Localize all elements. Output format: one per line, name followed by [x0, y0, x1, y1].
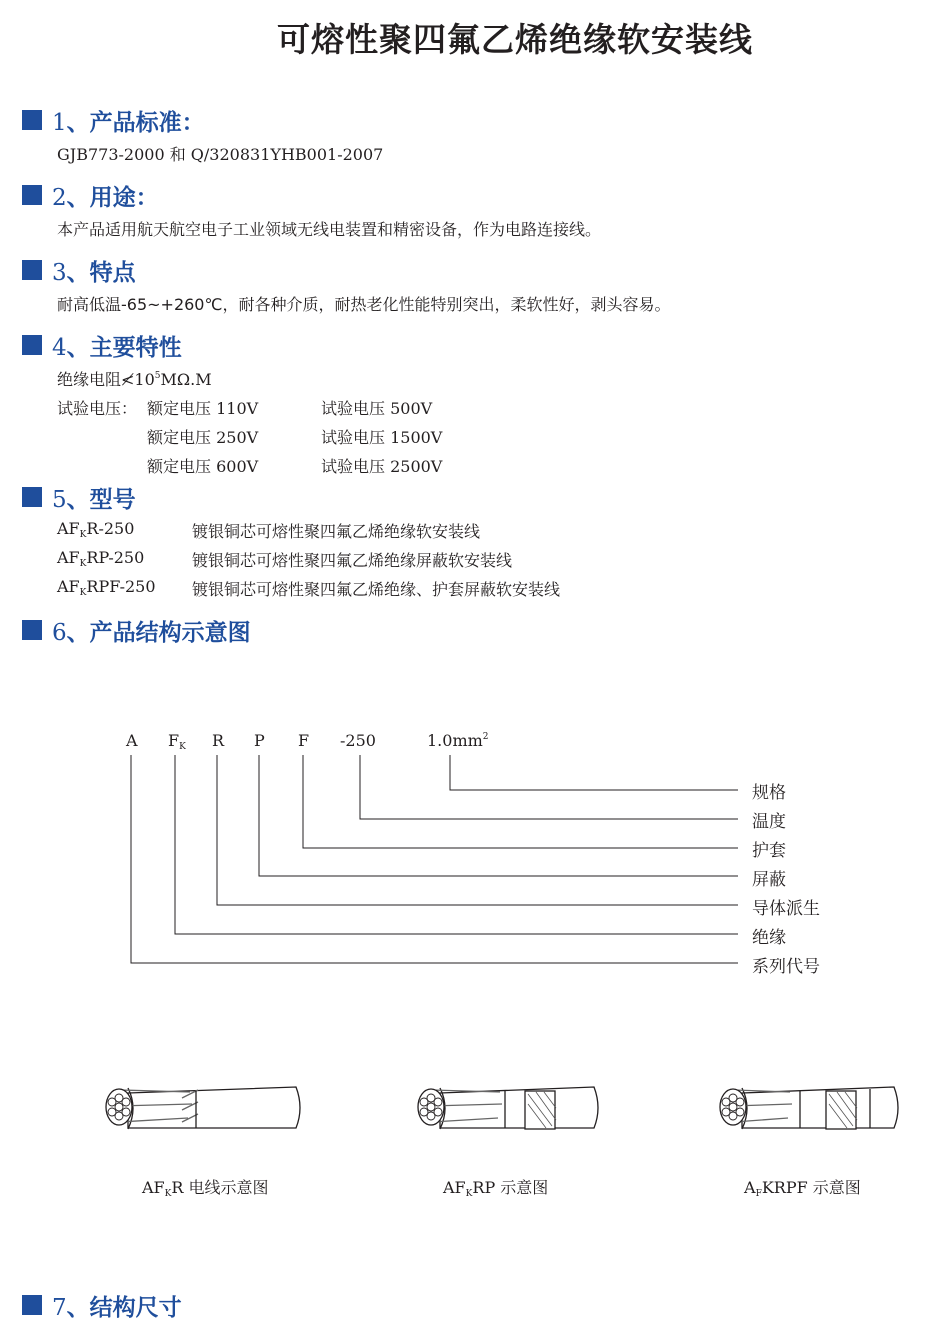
section-marker	[22, 335, 42, 355]
legend-jacket: 护套	[752, 841, 786, 861]
connector-temp	[360, 755, 738, 819]
code-temp: -250	[340, 731, 376, 750]
test-voltage: 试验电压 1500V	[321, 428, 443, 447]
connector-insulation	[175, 755, 738, 934]
connector-series	[131, 755, 738, 963]
model-description: 镀银铜芯可熔性聚四氟乙烯绝缘、护套屏蔽软安装线	[192, 580, 561, 599]
model-description: 镀银铜芯可熔性聚四氟乙烯绝缘屏蔽软安装线	[192, 551, 513, 570]
code-letter-f: F	[298, 731, 310, 750]
section-marker	[22, 487, 42, 507]
section-4-title: 4、主要特性	[52, 335, 182, 361]
section-6-title: 6、产品结构示意图	[52, 620, 251, 646]
section-marker	[22, 110, 42, 130]
connector-conductor	[217, 755, 738, 905]
section-marker	[22, 620, 42, 640]
usage-text: 本产品适用航天航空电子工业领域无线电装置和精密设备，作为电路连接线。	[57, 220, 602, 239]
section-marker	[22, 1295, 42, 1315]
section-1-title: 1、产品标准：	[52, 110, 205, 136]
code-letter-r: R	[212, 731, 225, 750]
connector-spec	[450, 755, 738, 790]
cable-caption-1: $AF_KR$ 电线示意图	[142, 1178, 269, 1199]
legend-temp: 温度	[752, 812, 786, 832]
legend-spec: 规格	[752, 783, 786, 803]
section-3-title: 3、特点	[52, 260, 136, 286]
page-title: 可熔性聚四氟乙烯绝缘软安装线	[277, 20, 753, 59]
features-text: 耐高低温-65~+260℃，耐各种介质，耐热老化性能特别突出，柔软性好，剥头容易。	[57, 295, 671, 314]
rated-voltage: 额定电压 600V	[147, 457, 259, 476]
connector-shield	[259, 755, 738, 876]
section-7-title: 7、结构尺寸	[52, 1295, 182, 1321]
code-letter-p: P	[254, 731, 265, 750]
code-letter-fk: $F_K$	[168, 731, 186, 752]
cable-diagram-1	[106, 1087, 300, 1129]
cable-caption-3: $A_FKRPF$ 示意图	[744, 1178, 861, 1199]
standard-text: GJB773-2000 和 Q/320831YHB001-2007	[57, 145, 384, 164]
section-marker	[22, 260, 42, 280]
legend-insulation: 绝缘	[752, 928, 786, 948]
model-description: 镀银铜芯可熔性聚四氟乙烯绝缘软安装线	[192, 522, 481, 541]
insulation-resistance: 绝缘电阻$≮10^5M\Omega.M$	[57, 370, 212, 389]
model-code: $AF_KRPF-250$	[57, 577, 156, 598]
section-5-title: 5、型号	[52, 487, 136, 513]
test-voltage: 试验电压 500V	[321, 399, 433, 418]
code-spec: $1.0mm^2$	[427, 731, 489, 750]
model-code: $AF_KRP-250$	[57, 548, 145, 569]
cable-caption-2: $AF_KRP$ 示意图	[443, 1178, 549, 1199]
legend-shield: 屏蔽	[752, 870, 786, 890]
legend-conductor: 导体派生	[752, 899, 820, 919]
model-code: $AF_KR-250$	[57, 519, 135, 540]
test-voltage: 试验电压 2500V	[321, 457, 443, 476]
cable-diagram-2	[418, 1087, 598, 1129]
test-voltage-label: 试验电压：	[57, 399, 138, 418]
code-letter-a: A	[126, 731, 138, 750]
rated-voltage: 额定电压 110V	[147, 399, 259, 418]
section-marker	[22, 185, 42, 205]
cable-diagram-3	[720, 1087, 898, 1129]
connector-jacket	[303, 755, 738, 848]
legend-series: 系列代号	[752, 957, 820, 977]
rated-voltage: 额定电压 250V	[147, 428, 259, 447]
section-2-title: 2、用途：	[52, 185, 159, 211]
